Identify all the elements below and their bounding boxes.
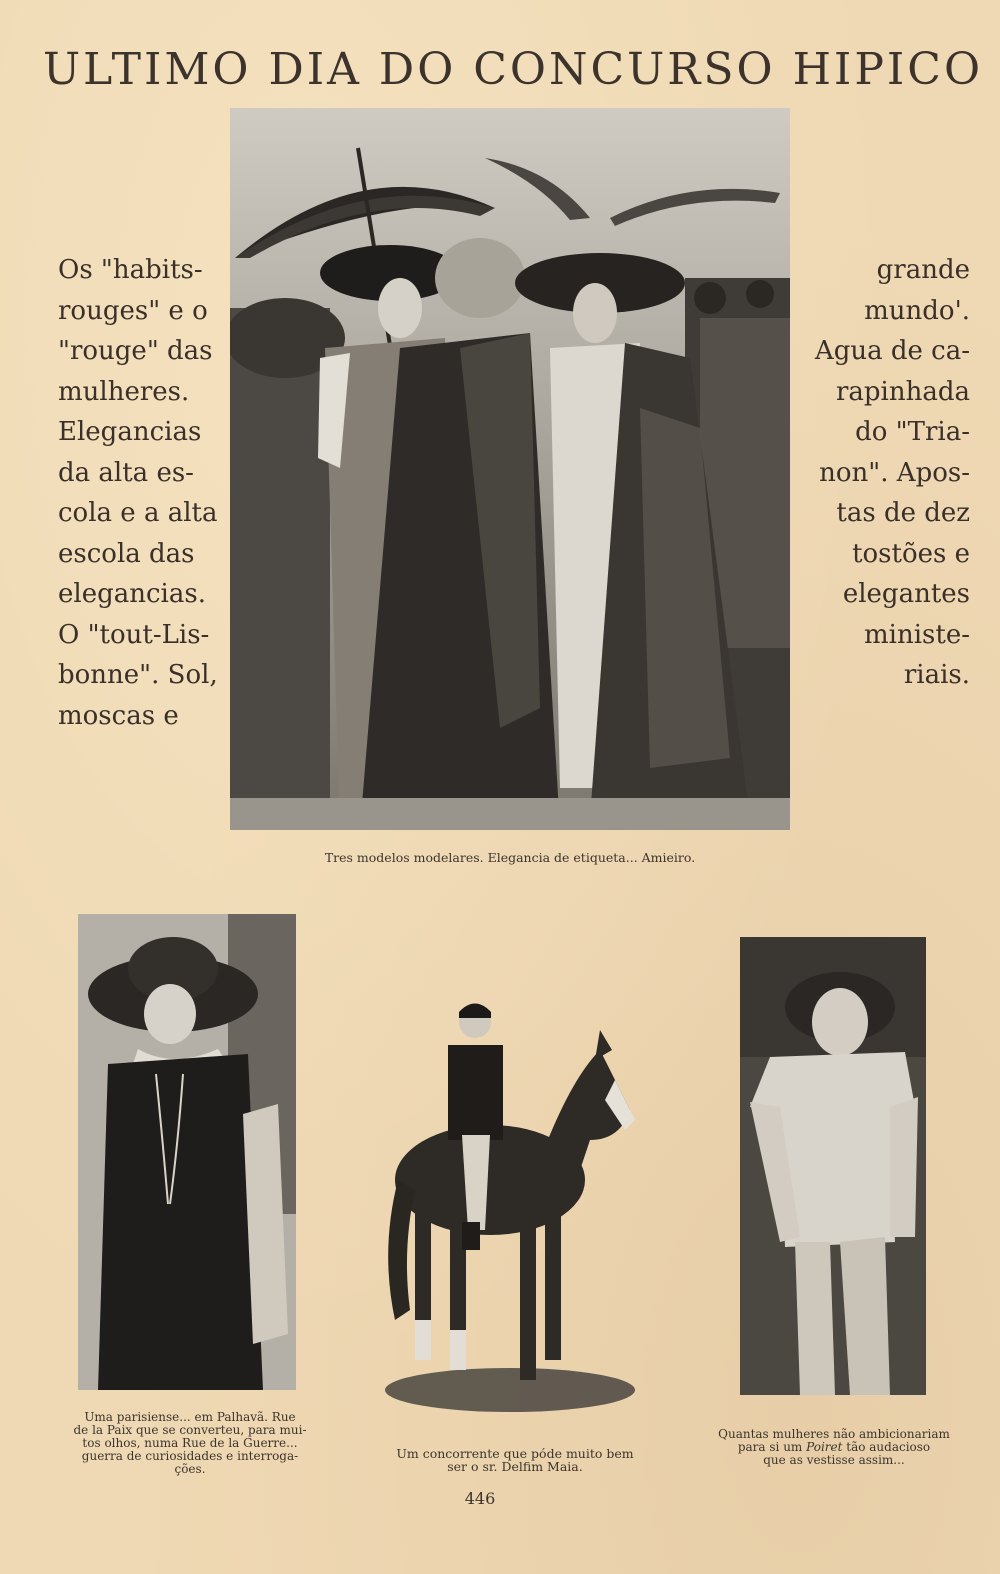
caption-text: para si um	[737, 1440, 807, 1454]
text-line: grande	[876, 255, 970, 285]
caption-rider	[370, 1447, 660, 1473]
page-title: ULTIMO DIA DO CONCURSO HIPICO	[42, 44, 984, 95]
text-line: rapinhada	[835, 376, 970, 407]
text-line: ministe-	[864, 619, 970, 650]
text-line: rouges" e o	[58, 295, 208, 326]
text-line: da alta es-	[58, 457, 194, 488]
text-line: escola das	[58, 538, 195, 569]
caption-emphasis-poiret: Poiret	[806, 1440, 843, 1454]
caption-light-dress	[696, 1428, 972, 1467]
caption-line: de la Paix que se converteu, para mui-	[73, 1423, 307, 1437]
photo-parisian-woman	[78, 914, 296, 1390]
text-line: do "Tria-	[855, 417, 970, 447]
caption-parisian-woman	[52, 1411, 328, 1476]
caption-line: ser o sr. Delfim Maia.	[447, 1459, 583, 1474]
text-line: mundo'.	[864, 295, 970, 326]
caption-line: Uma parisiense... em Palhavã. Rue	[84, 1410, 296, 1424]
text-line: mulheres.	[58, 376, 190, 407]
photo-rider-on-horse	[380, 990, 650, 1425]
text-line: elegantes	[842, 579, 970, 609]
main-photo-three-women	[230, 108, 790, 830]
text-line: non". Apos-	[819, 457, 970, 488]
text-column-left	[58, 250, 218, 736]
text-line: "rouge" das	[58, 336, 213, 366]
text-column-right	[812, 250, 970, 696]
caption-line: que as vestisse assim...	[763, 1453, 905, 1467]
page-number: 446	[464, 1489, 496, 1508]
text-line: elegancias.	[58, 579, 206, 609]
text-line: tostões e	[852, 538, 970, 569]
text-line: moscas e	[58, 700, 179, 731]
caption-text: tão audacioso	[842, 1440, 931, 1454]
caption-line: Um concorrente que póde muito bem	[396, 1446, 634, 1461]
text-line: riais.	[903, 660, 970, 690]
caption-line: guerra de curiosidades e interroga-	[81, 1449, 299, 1463]
text-line: Elegancias	[58, 417, 202, 447]
text-line: Agua de ca-	[814, 336, 970, 366]
text-line: O "tout-Lis-	[58, 619, 210, 650]
caption-line: tos olhos, numa Rue de la Guerre...	[82, 1436, 298, 1450]
caption-line: Quantas mulheres não ambicionariam	[718, 1427, 950, 1441]
text-line: tas de dez	[836, 498, 970, 528]
text-line: bonne". Sol,	[58, 660, 218, 690]
caption-line: ções.	[174, 1462, 206, 1476]
main-photo-caption: Tres modelos modelares. Elegancia de etiqueta... Amieiro.	[324, 850, 696, 865]
photo-woman-light-dress	[740, 937, 926, 1395]
text-line: cola e a alta	[58, 498, 218, 528]
text-line: Os "habits-	[58, 255, 203, 285]
